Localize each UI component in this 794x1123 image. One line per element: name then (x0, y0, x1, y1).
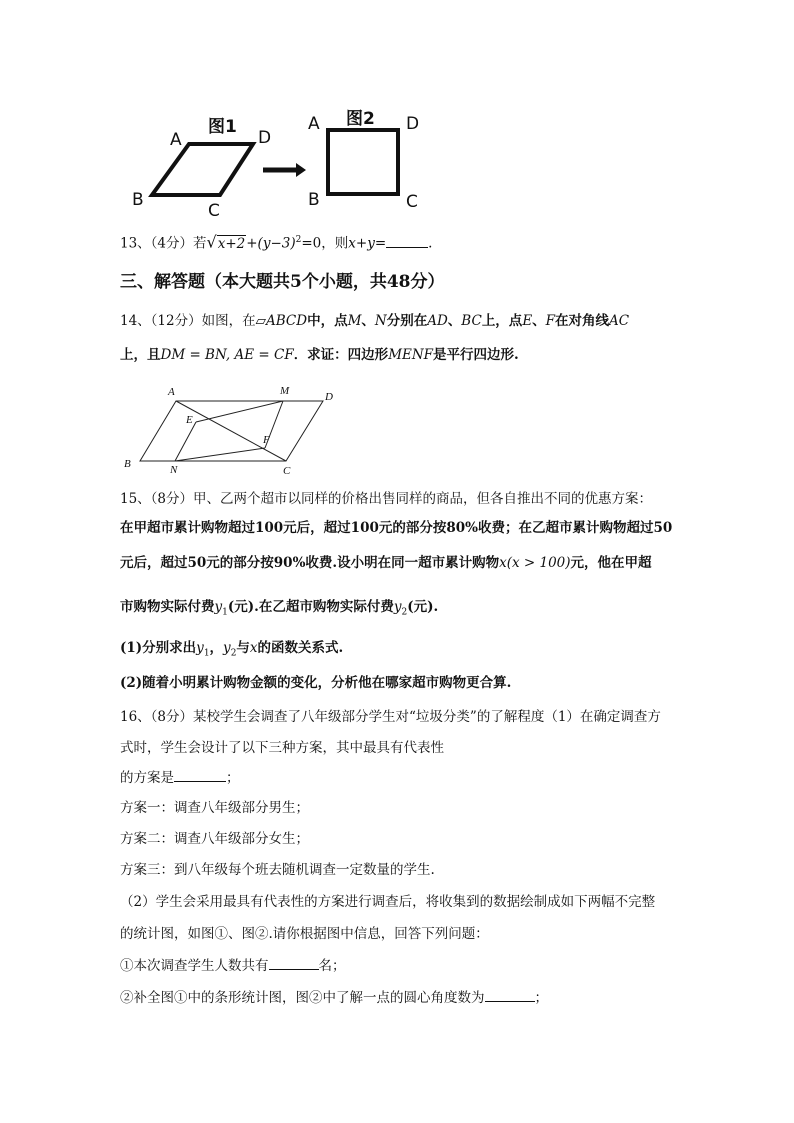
square-shape (328, 130, 398, 194)
q15-text: 的函数关系式. (257, 640, 344, 656)
q14-text: 、 (532, 313, 546, 329)
q16-answer-blank-3[interactable] (485, 987, 535, 1002)
q15-text: (1)分别求出 (120, 640, 197, 656)
q14-equation: DM = BN, AE = CF (160, 347, 294, 363)
q16-text: ； (534, 990, 548, 1006)
q14-var: N (374, 313, 387, 329)
arrow-head (296, 163, 306, 177)
q14-var: F (545, 313, 556, 329)
q14-figure (118, 380, 348, 480)
diagonal-ac (176, 401, 286, 461)
q14-text: 、 (361, 313, 375, 329)
q14-figure-lines (118, 380, 348, 480)
q16-sub-question-1 (120, 955, 346, 976)
q15-text: 元，他在甲超 (570, 555, 652, 571)
fig2-label-d: D (406, 114, 420, 134)
question-16-line-2: 式时，学生会设计了以下三种方案，其中最具有代表性 (120, 740, 444, 756)
q15-text: 市购物实际付费 (120, 599, 215, 615)
q13-middle: +(y−3) (246, 235, 296, 252)
q16-text: ； (226, 770, 240, 786)
label-m: M (280, 385, 290, 397)
q14-text: 14、（12分）如图，在 (120, 313, 256, 329)
q16-plan-1: 方案一：调查八年级部分男生； (120, 800, 309, 816)
q15-sub-2: 2 (230, 648, 237, 659)
q13-end: . (428, 235, 433, 252)
q16-plan-2: 方案二：调查八年级部分女生； (120, 831, 309, 847)
question-15-line-3 (120, 553, 652, 573)
q14-var: E (522, 313, 533, 329)
q14-text: 、 (447, 313, 462, 329)
q16-part-2-line-1: （2）学生会采用最具有代表性的方案进行调查后，将收集到的数据绘制成如下两幅不完整 (120, 894, 656, 910)
figure-parallelogram-to-square (128, 100, 428, 220)
fig1-label-a: A (170, 130, 182, 150)
section-3-title: 三、解答题（本大题共5个小题，共48分） (120, 272, 445, 292)
question-14-line-2 (120, 345, 519, 365)
q15-text: 元后，超过50元的部分按90%收费.设小明在同一超市累计购物 (120, 555, 500, 571)
q15-sub-1: 1 (222, 607, 228, 618)
question-15-line-2: 在甲超市累计购物超过100元后，超过100元的部分按80%收费；在乙超市累计购物超过50 (120, 520, 673, 536)
fig1-label-d: D (258, 128, 272, 148)
q16-answer-blank-1[interactable] (174, 767, 226, 782)
figure-shapes (128, 100, 428, 220)
q14-parallelogram: ▱ABCD (255, 313, 308, 329)
q14-var: BC (461, 313, 482, 329)
label-f: F (263, 434, 270, 446)
q16-text: ②补全图①中的条形统计图，图②中了解一点的圆心角度数为 (120, 990, 485, 1006)
q15-condition: (x > 100) (506, 555, 571, 571)
q14-text: 分别在 (386, 313, 428, 329)
q13-answer-blank[interactable] (386, 233, 428, 248)
sqrt-sign: √ (206, 232, 217, 252)
label-c: C (283, 465, 291, 477)
question-16-line-1: 16、（8分）某校学生会调查了八年级部分学生对“垃圾分类”的了解程度（1）在确定调查方 (120, 709, 661, 725)
label-n: N (170, 464, 178, 476)
q14-text: 上，点 (481, 313, 523, 329)
label-a: A (168, 386, 175, 398)
q14-var: M (347, 313, 362, 329)
question-15-line-4 (120, 597, 438, 623)
question-13 (120, 230, 432, 254)
q14-text: 是平行四边形. (433, 347, 519, 363)
q15-text: 与 (236, 640, 250, 656)
q14-text: 上，且 (120, 347, 161, 363)
fig2-title: 图2 (346, 109, 375, 129)
q16-plan-3: 方案三：到八年级每个班去随机调查一定数量的学生. (120, 862, 435, 878)
fig1-label-c: C (208, 201, 220, 221)
segment-me (196, 401, 283, 422)
question-15-line-1: 15、（8分）甲、乙两个超市以同样的价格出售同样的商品，但各自推出不同的优惠方案： (120, 491, 653, 507)
q13-eqsign: = (374, 235, 387, 252)
label-b: B (124, 458, 131, 470)
fig2-label-a: A (308, 114, 320, 134)
q16-text: ①本次调查学生人数共有 (120, 958, 269, 974)
q14-var: AD (427, 313, 448, 329)
q15-sub-2: 2 (401, 607, 408, 618)
q15-var-y2: y (223, 640, 231, 656)
segment-ne (175, 422, 196, 461)
fig2-label-b: B (308, 190, 320, 210)
fig2-label-c: C (406, 192, 418, 212)
question-15-part-2: (2)随着小明累计购物金额的变化，分析他在哪家超市购物更合算. (120, 675, 512, 691)
q15-text: (元). (407, 599, 439, 615)
question-16-line-3 (120, 767, 240, 788)
q15-var-x: x (499, 555, 507, 571)
label-e: E (186, 414, 193, 426)
q14-var: MENF (388, 347, 434, 363)
fig1-label-b: B (132, 190, 144, 210)
q14-text: 中，点 (307, 313, 348, 329)
q15-var-y1: y (214, 599, 223, 615)
question-14-line-1 (120, 311, 629, 331)
q14-var: AC (609, 313, 630, 329)
fig1-title: 图1 (208, 117, 237, 137)
question-15-part-1 (120, 638, 343, 664)
q13-radicand: x+2 (217, 235, 246, 252)
q14-text: 在对角线 (555, 313, 610, 329)
q16-part-2-line-2: 的统计图，如图①、图②.请你根据图中信息，回答下列问题： (120, 926, 489, 942)
q13-expr: x+y (348, 235, 375, 252)
q15-var-y2: y (393, 599, 402, 615)
q13-prefix: 13、（4分）若 (120, 235, 207, 252)
q13-eq: =0，则 (301, 235, 349, 252)
q15-sub-1: 1 (203, 648, 210, 659)
q15-var-y1: y (196, 640, 204, 656)
q14-text: ．求证：四边形 (293, 347, 389, 363)
q13-exp: 2 (295, 235, 302, 245)
label-d: D (325, 391, 333, 403)
q16-text: 名； (318, 958, 346, 974)
q16-text: 的方案是 (120, 770, 174, 786)
segment-nf (175, 448, 265, 461)
q15-var-x: x (249, 640, 258, 656)
q16-sub-question-2 (120, 987, 548, 1008)
q15-text: ， (209, 640, 224, 656)
q16-answer-blank-2[interactable] (269, 955, 319, 970)
parallelogram-shape (152, 144, 253, 195)
q15-text: (元).在乙超市购物实际付费 (227, 599, 394, 615)
